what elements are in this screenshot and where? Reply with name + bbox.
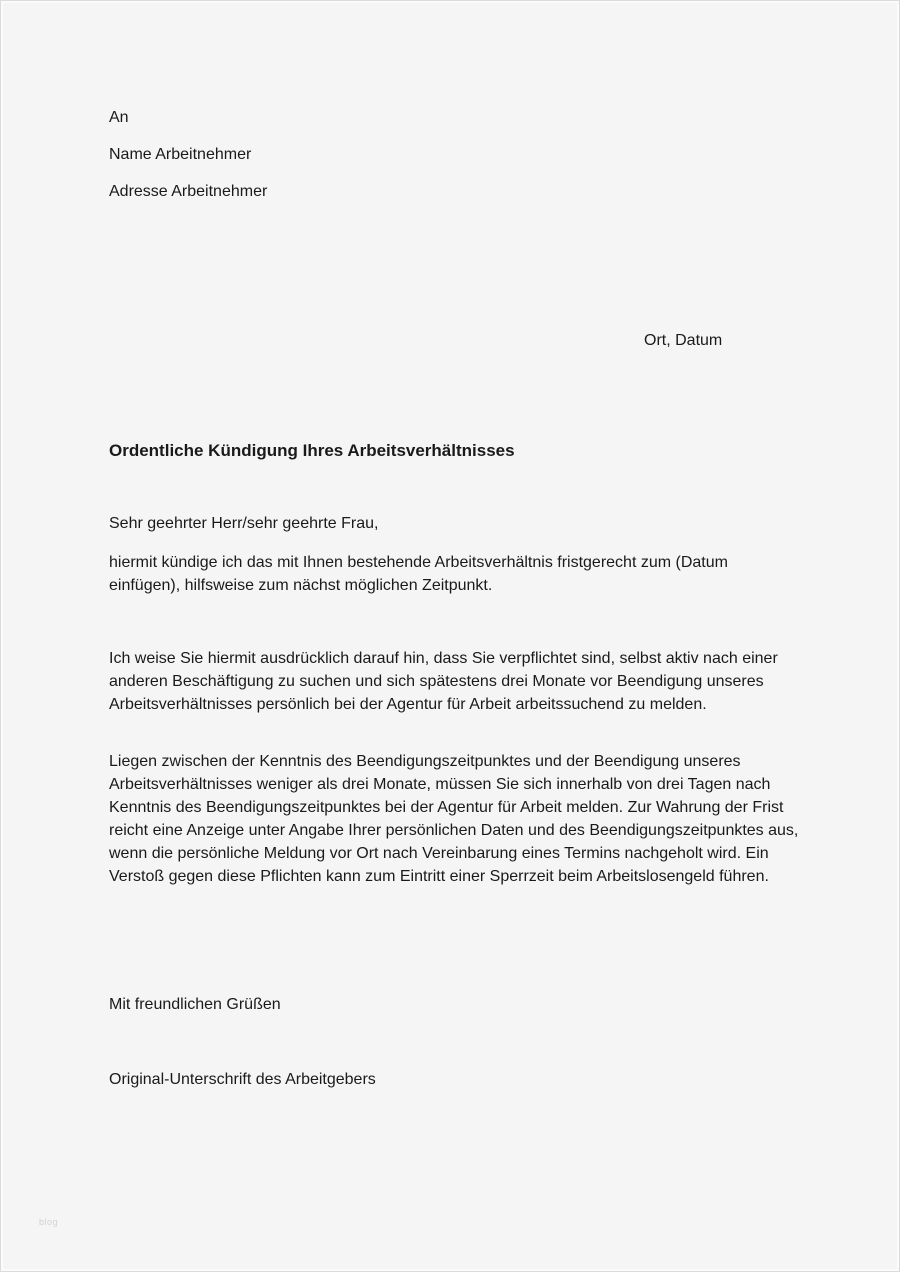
watermark-text: blog xyxy=(39,1217,59,1227)
date-line: Ort, Datum xyxy=(644,332,723,349)
signature-line: Original-Unterschrift des Arbeitgebers xyxy=(109,1071,376,1088)
subject-line: Ordentliche Kündigung Ihres Arbeitsverhältnisses xyxy=(109,441,515,460)
body-paragraph-2: Ich weise Sie hiermit ausdrücklich darauf hin, dass Sie verpflichtet sind, selbst aktiv nach einer anderen Beschäftigung zu suchen und sich spätestens drei Monate vor Beendigung unseres Arbeitsverhältnisses persönlich bei der Agentur für Arbeit arbeitssuchend zu melden. xyxy=(109,650,778,713)
recipient-line-name: Name Arbeitnehmer xyxy=(109,146,252,163)
recipient-line-address: Adresse Arbeitnehmer xyxy=(109,183,268,200)
salutation: Sehr geehrter Herr/sehr geehrte Frau, xyxy=(109,515,379,532)
body-paragraph-1: hiermit kündige ich das mit Ihnen bestehende Arbeitsverhältnis fristgerecht zum (Datum einfügen), hilfsweise zum nächst möglichen Zeitpunkt. xyxy=(109,554,728,594)
body-paragraph-3: Liegen zwischen der Kenntnis des Beendigungszeitpunktes und der Beendigung unseres Arbeitsverhältnisses weniger als drei Monate, müssen Sie sich innerhalb von drei Tagen nach Kenntnis des Beendigungszeitpunktes bei der Agentur für Arbeit melden. Zur Wahrung der Frist reicht eine Anzeige unter Angabe Ihrer persönlichen Daten und des Beendigungszeitpunktes aus, wenn die persönliche Meldung vor Ort nach Vereinbarung eines Termins nachgeholt wird. Ein Verstoß gegen diese Pflichten kann zum Eintritt einer Sperrzeit beim Arbeitslosengeld führen. xyxy=(109,753,799,885)
recipient-line-an: An xyxy=(109,109,129,126)
closing-line: Mit freundlichen Grüßen xyxy=(109,996,281,1013)
